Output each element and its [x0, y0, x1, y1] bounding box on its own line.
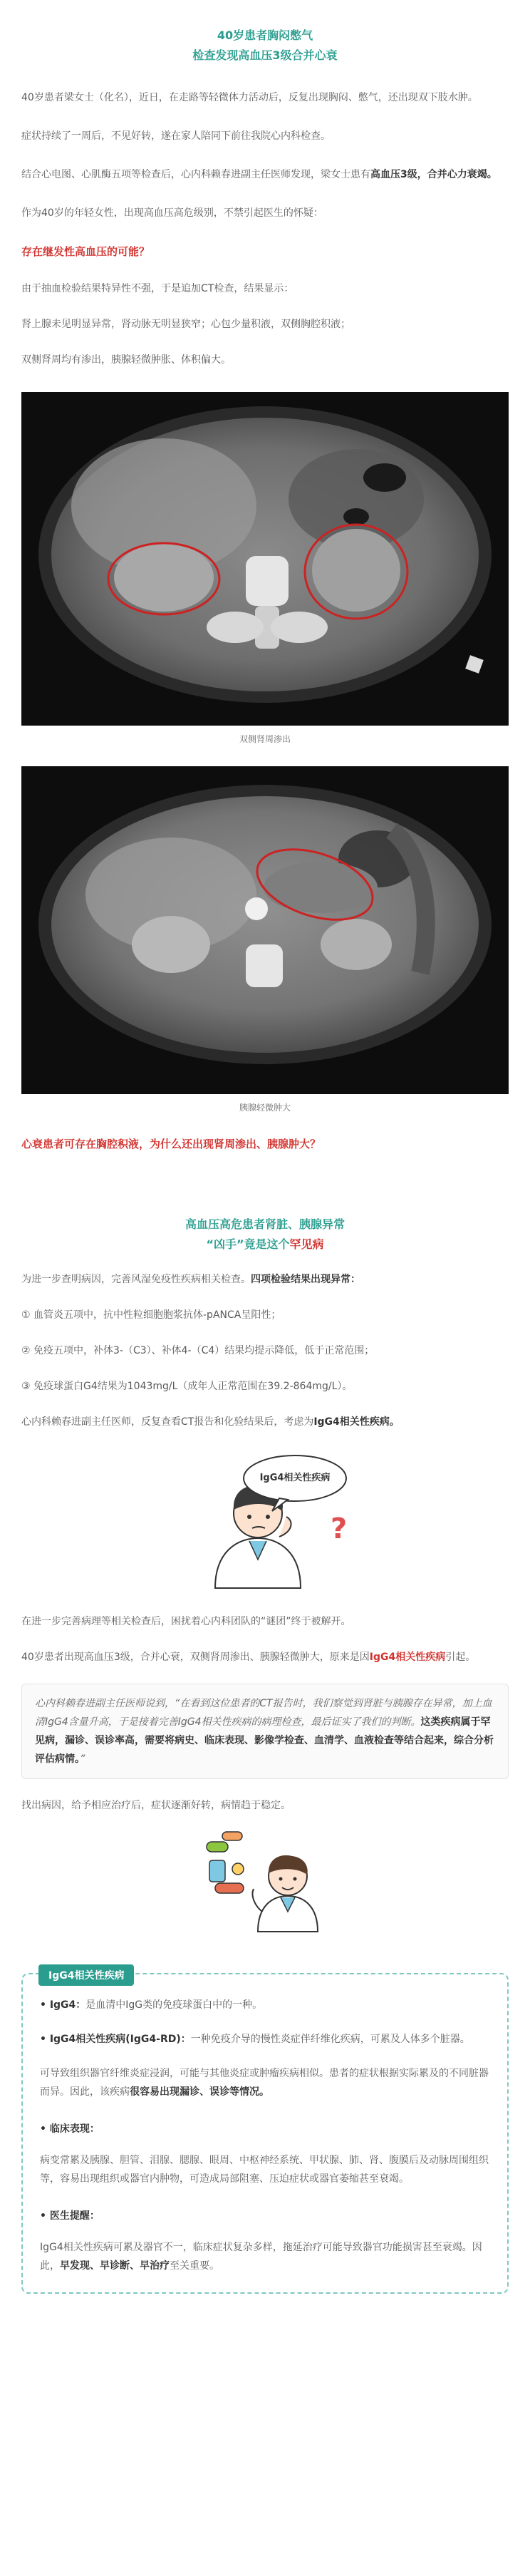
speech-bubble-text: IgG4相关性疾病 — [259, 1473, 331, 1483]
knowledge-paragraph: 可导致组织器官纤维炎症浸润，可能与其他炎症或肿瘤疾病相似。患者的症状根据实际累及的不同脏器而异。因此，该疾病很容易出现漏诊、误诊等情况。 — [40, 2068, 489, 2098]
section-paragraph: 心内科赖春进副主任医师，反复查看CT报告和化验结果后，考虑为IgG4相关性疾病。 — [21, 1416, 400, 1428]
ct-scan-graphic — [21, 392, 509, 726]
question-section — [0, 1135, 530, 1153]
knowledge-tag: IgG4相关性疾病 — [38, 1964, 134, 1986]
section-2-heading-line2: “凶手”竟是这个罕见病 — [206, 1237, 324, 1251]
knowledge-bullet-heading: • 临床表现： — [40, 2123, 100, 2135]
title-line-2: 检查发现高血压3级合并心衰 — [192, 48, 338, 62]
ct-caption-2: 胰腺轻微肿大 — [239, 1103, 291, 1113]
doctor-quote-box — [21, 1684, 509, 1779]
intro-paragraph: 结合心电图、心肌酶五项等检查后，心内科赖春进副主任医师发现，梁女士患有高血压3级，合并心力衰竭。 — [21, 169, 497, 180]
intro-paragraph: 症状持续了一周后，不见好转，遂在家人陪同下前往我院心内科检查。 — [21, 130, 331, 142]
knowledge-bullet: • IgG4：是血清中IgG类的免疫球蛋白中的一种。 — [40, 1999, 263, 2011]
title-line-1: 40岁患者胸闷憋气 — [217, 29, 313, 42]
test-result-item: ② 免疫五项中，补体3-（C3）、补体4-（C4）结果均提示降低，低于正常范围； — [21, 1345, 375, 1356]
intro-paragraph: 由于抽血检验结果特异性不强，于是追加CT检查，结果显示： — [21, 283, 294, 294]
knowledge-box — [21, 1970, 509, 2294]
intro-paragraph: 肾上腺未见明显异常，肾动脉无明显狭窄；心包少量积液，双侧胸腔积液； — [21, 319, 350, 330]
section-2-heading — [0, 1215, 530, 1254]
section-2 — [0, 1215, 530, 1933]
doctor-thinking-graphic — [172, 1446, 358, 1595]
article-title — [0, 0, 530, 66]
test-result-item: ① 血管炎五项中，抗中性粒细胞胞浆抗体-pANCA呈阳性； — [21, 1309, 281, 1321]
ct-scan-image-kidneys — [21, 392, 509, 726]
diagnosis-highlight: 高血压3级，合并心力衰竭。 — [370, 169, 497, 180]
intro-paragraph: 双侧肾周均有渗出，胰腺轻微肿胀、体积偏大。 — [21, 354, 231, 366]
doctor-quote-text: 心内科赖春进副主任医师说到，“在看到这位患者的CT报告时，我们察觉到肾脏与胰腺存在异常，加上血清IgG4含量升高，于是接着完善IgG4相关性疾病的病理检查，最后证实了我们的判断。这类疾病属于罕见病，漏诊、误诊率高，需要将病史、临床表现、影像学检查、血清学、血液检查等结合起来，综合分析评估病情。” — [35, 1698, 494, 1765]
svg-text:?: ? — [331, 1513, 348, 1545]
ct-scan-graphic — [21, 766, 509, 1094]
section-paragraph: 找出病因，给予相应治疗后，症状逐渐好转，病情趋于稳定。 — [21, 1800, 291, 1811]
knowledge-paragraph: IgG4相关性疾病可累及器官不一，临床症状复杂多样，拖延治疗可能导致器官功能损害甚至衰竭。因此，早发现、早诊断、早治疗至关重要。 — [40, 2242, 482, 2272]
ct-scan-image-pancreas — [21, 766, 509, 1094]
rare-disease-highlight: 罕见病 — [289, 1237, 324, 1251]
doctor-medicine-graphic — [194, 1826, 336, 1933]
section-paragraph: 为进一步查明病因，完善风湿免疫性疾病相关检查。四项检验结果出现异常： — [21, 1274, 360, 1285]
intro-paragraph: 40岁患者梁女士（化名），近日，在走路等轻微体力活动后，反复出现胸闷、憋气，还出现双下肢水肿。 — [21, 92, 478, 103]
knowledge-bullet: • IgG4相关性疾病(IgG4-RD)：一种免疫介导的慢性炎症伴纤维化疾病，可累及人体多个脏器。 — [40, 2034, 470, 2045]
knowledge-section — [0, 1970, 530, 2294]
test-result-item: ③ 免疫球蛋白G4结果为1043mg/L（成年人正常范围在39.2-864mg/L）。 — [21, 1381, 353, 1392]
doctor-medicine-illustration — [194, 1826, 336, 1933]
doctor-thinking-illustration — [172, 1446, 358, 1595]
section-paragraph: 在进一步完善病理等相关检查后，困扰着心内科团队的“谜团”终于被解开。 — [21, 1616, 351, 1627]
section-paragraph: 40岁患者出现高血压3级，合并心衰，双侧肾周渗出、胰腺轻微肿大，原来是因IgG4相关性疾病引起。 — [21, 1652, 476, 1663]
intro-section — [0, 88, 530, 369]
red-subheading: 存在继发性高血压的可能？ — [21, 245, 150, 258]
knowledge-bullet-heading: • 医生提醒： — [40, 2210, 100, 2222]
ct-caption-1: 双侧肾周渗出 — [239, 734, 291, 744]
ct-figure-1 — [0, 392, 530, 745]
section-2-heading-line1: 高血压高危患者肾脏、胰腺异常 — [185, 1217, 345, 1231]
ct-figure-2 — [0, 766, 530, 1113]
knowledge-paragraph: 病变常累及胰腺、胆管、泪腺、腮腺、眼周、中枢神经系统、甲状腺、肺、肾、腹膜后及动脉周围组织等，容易出现组织或器官内肿物，可造成局部阻塞、压迫症状或器官萎缩甚至衰竭。 — [40, 2155, 489, 2185]
question-heading: 心衰患者可存在胸腔积液，为什么还出现肾周渗出、胰腺肿大？ — [21, 1138, 321, 1150]
intro-paragraph: 作为40岁的年轻女性，出现高血压高危级别，不禁引起医生的怀疑： — [21, 207, 323, 219]
